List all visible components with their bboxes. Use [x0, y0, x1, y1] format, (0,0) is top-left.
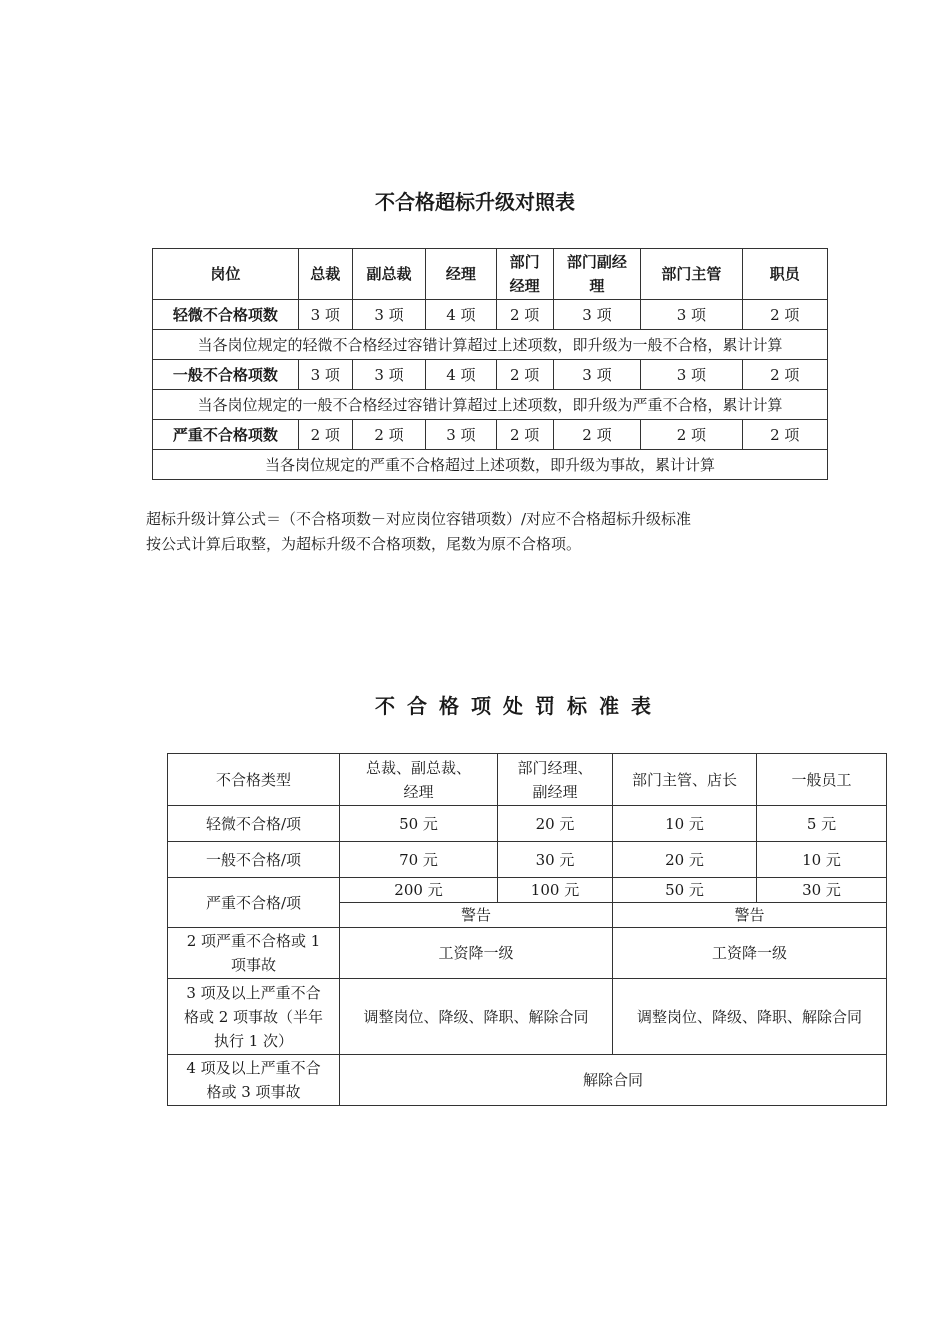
table-cell: 解除合同	[340, 1055, 887, 1106]
row-label: 轻微不合格/项	[168, 806, 340, 842]
row-label: 一般不合格项数	[153, 360, 299, 390]
table-row	[168, 878, 887, 903]
table-cell: 20 元	[613, 842, 757, 878]
row-label	[168, 1055, 340, 1106]
row-label: 严重不合格/项	[168, 878, 340, 928]
row-label: 轻微不合格项数	[153, 300, 299, 330]
header-dept-deputy-line2: 理	[589, 277, 605, 295]
table-cell: 3 项	[352, 300, 425, 330]
row-note: 当各岗位规定的严重不合格超过上述项数，即升级为事故，累计计算	[153, 450, 828, 480]
table-cell: 调整岗位、降级、降职、解除合同	[340, 979, 613, 1055]
table-cell: 50 元	[613, 878, 757, 903]
table-cell: 工资降一级	[340, 928, 613, 979]
row-label-line: 执行 1 次）	[213, 1031, 294, 1050]
table-cell: 2 项	[352, 420, 425, 450]
formula-notes	[146, 507, 691, 557]
table-cell: 2 项	[742, 300, 827, 330]
table-cell: 调整岗位、降级、降职、解除合同	[613, 979, 887, 1055]
row-label	[168, 928, 340, 979]
table-cell: 50 元	[340, 806, 498, 842]
upgrade-table	[152, 248, 828, 480]
table-cell: 2 项	[298, 420, 352, 450]
table-cell: 3 项	[352, 360, 425, 390]
upgrade-table-header	[153, 249, 828, 300]
header-vp: 副总裁	[352, 249, 425, 300]
header-dept-deputy-line1: 部门副经	[566, 253, 627, 271]
header-staff: 职员	[742, 249, 827, 300]
row-label: 一般不合格/项	[168, 842, 340, 878]
table-cell: 2 项	[641, 420, 742, 450]
header-dept-manager-line2: 经理	[509, 277, 540, 295]
header-exec	[340, 754, 498, 806]
row-label	[168, 979, 340, 1055]
table-cell: 工资降一级	[613, 928, 887, 979]
table-cell: 2 项	[496, 360, 553, 390]
table-cell: 2 项	[496, 420, 553, 450]
table-cell: 2 项	[496, 300, 553, 330]
penalty-table-header	[168, 754, 887, 806]
header-dept-supervisor: 部门主管	[641, 249, 742, 300]
table-row	[168, 1055, 887, 1106]
header-dept-line2: 副经理	[532, 782, 578, 801]
header-staff: 一般员工	[757, 754, 887, 806]
row-label-line: 项事故	[230, 956, 276, 974]
header-exec-line1: 总裁、副总裁、	[365, 758, 471, 777]
header-type: 不合格类型	[168, 754, 340, 806]
header-dept	[498, 754, 613, 806]
table-cell: 200 元	[340, 878, 498, 903]
header-position: 岗位	[153, 249, 299, 300]
table-cell: 3 项	[641, 300, 742, 330]
table-row	[153, 300, 828, 330]
penalty-table	[167, 753, 887, 1106]
warning-cell: 警告	[340, 903, 613, 928]
table-cell: 100 元	[498, 878, 613, 903]
header-dept-deputy	[553, 249, 640, 300]
table-cell: 2 项	[553, 420, 640, 450]
table-cell: 3 项	[641, 360, 742, 390]
formula-line: 超标升级计算公式＝（不合格项数－对应岗位容错项数）/对应不合格超标升级标准	[146, 510, 692, 528]
row-label-line: 2 项严重不合格或 1	[186, 932, 321, 950]
rounding-note: 按公式计算后取整，为超标升级不合格项数，尾数为原不合格项。	[146, 535, 582, 553]
table-cell: 4 项	[426, 360, 496, 390]
table-row	[168, 842, 887, 878]
table-cell: 4 项	[426, 300, 496, 330]
table-note-row	[153, 390, 828, 420]
row-label-line: 4 项及以上严重不合	[186, 1059, 321, 1077]
table-cell: 3 项	[426, 420, 496, 450]
table-cell: 10 元	[757, 842, 887, 878]
table-row	[168, 928, 887, 979]
table-cell: 30 元	[498, 842, 613, 878]
table-cell: 30 元	[757, 878, 887, 903]
table-row	[153, 420, 828, 450]
table-row	[168, 979, 887, 1055]
header-dept-manager-line1: 部门	[509, 253, 540, 271]
table-row	[153, 360, 828, 390]
penalty-table-title: 不合格项处罚标准表	[375, 694, 663, 718]
row-note: 当各岗位规定的一般不合格经过容错计算超过上述项数，即升级为严重不合格，累计计算	[153, 390, 828, 420]
row-label-line: 格或 2 项事故（半年	[183, 1007, 324, 1026]
upgrade-table-title: 不合格超标升级对照表	[375, 190, 575, 214]
header-manager: 经理	[426, 249, 496, 300]
table-row	[168, 806, 887, 842]
table-note-row	[153, 330, 828, 360]
row-note: 当各岗位规定的轻微不合格经过容错计算超过上述项数，即升级为一般不合格，累计计算	[153, 330, 828, 360]
header-ceo: 总裁	[298, 249, 352, 300]
table-cell: 3 项	[298, 300, 352, 330]
warning-cell: 警告	[613, 903, 887, 928]
table-cell: 20 元	[498, 806, 613, 842]
header-dept-manager	[496, 249, 553, 300]
table-cell: 2 项	[742, 420, 827, 450]
table-cell: 2 项	[742, 360, 827, 390]
table-cell: 70 元	[340, 842, 498, 878]
table-cell: 5 元	[757, 806, 887, 842]
table-cell: 3 项	[298, 360, 352, 390]
table-cell: 3 项	[553, 360, 640, 390]
table-cell: 10 元	[613, 806, 757, 842]
header-dept-line1: 部门经理、	[517, 758, 593, 777]
header-exec-line2: 经理	[403, 782, 434, 801]
table-note-row	[153, 450, 828, 480]
header-supervisor: 部门主管、店长	[613, 754, 757, 806]
table-cell: 3 项	[553, 300, 640, 330]
row-label-line: 3 项及以上严重不合	[186, 983, 321, 1002]
row-label: 严重不合格项数	[153, 420, 299, 450]
row-label-line: 格或 3 项事故	[206, 1083, 301, 1101]
